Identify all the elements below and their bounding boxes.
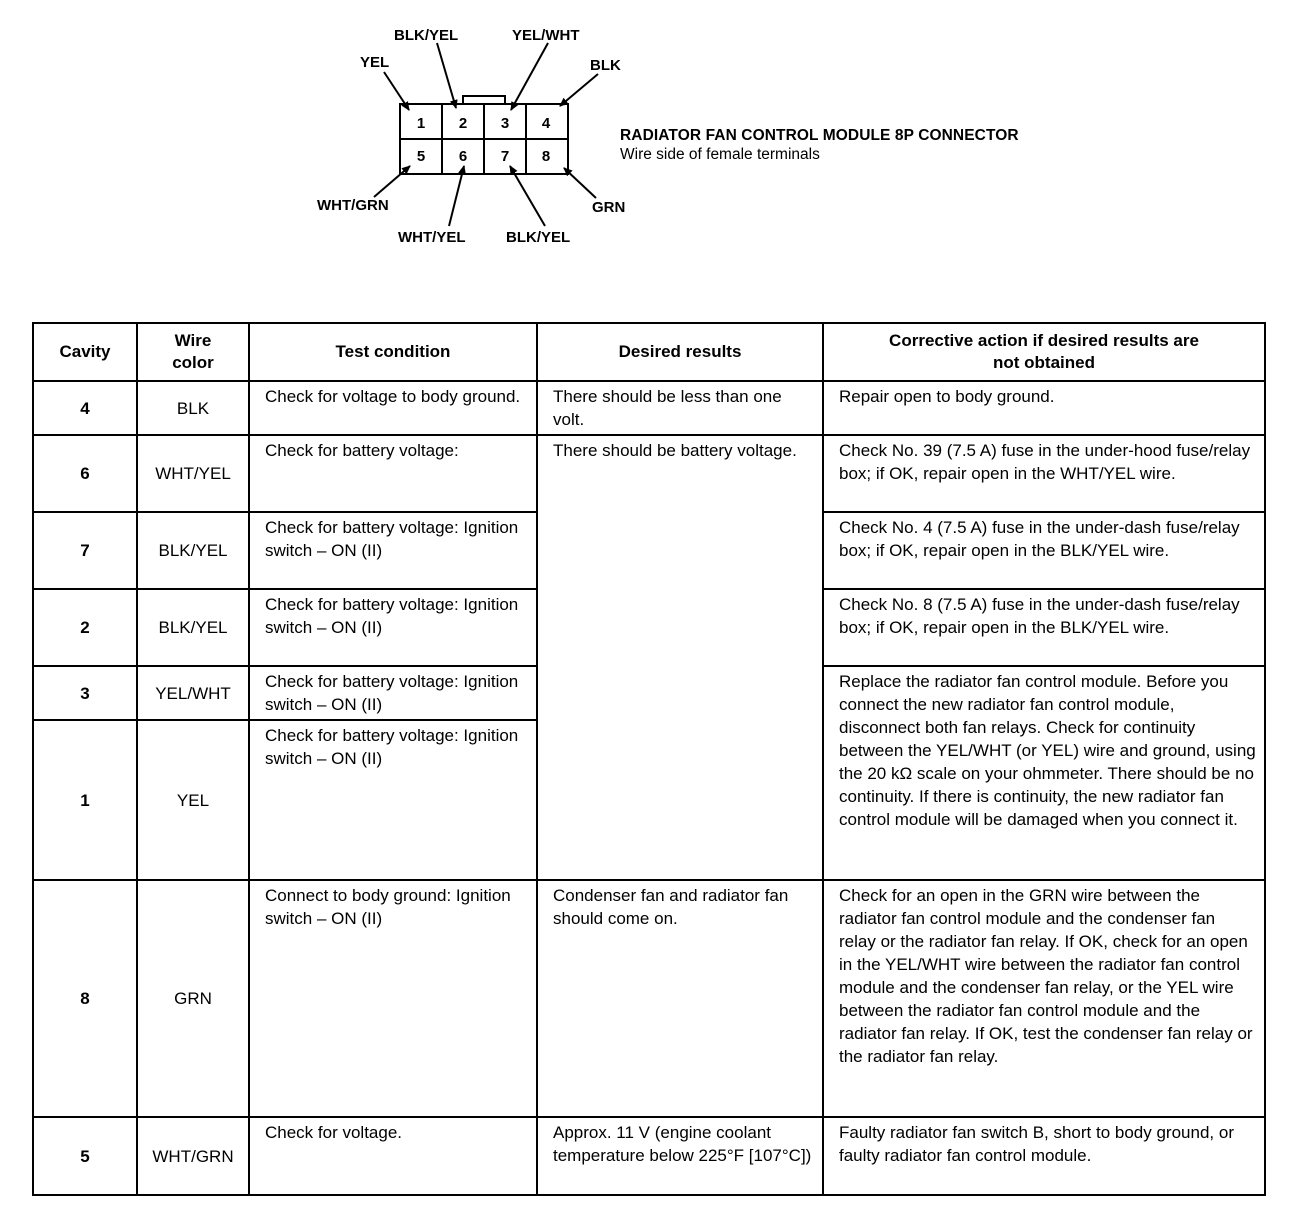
wire-label: WHT/GRN — [317, 197, 389, 214]
leader-arrows — [374, 43, 598, 226]
wire-color-cell: GRN — [137, 880, 249, 1117]
corrective-action-cell: Repair open to body ground. — [823, 381, 1265, 435]
cavity-cell: 6 — [33, 435, 137, 512]
corrective-action-cell: Faulty radiator fan switch B, short to body ground, or faulty radiator fan control module. — [823, 1117, 1265, 1195]
cavity-number: 4 — [541, 115, 551, 132]
desired-results-cell: There should be battery voltage. — [537, 435, 823, 880]
test-condition-cell: Check for voltage to body ground. — [249, 381, 537, 435]
table-row — [33, 435, 1265, 512]
cavity-cell: 5 — [33, 1117, 137, 1195]
header-corrective-action — [823, 323, 1265, 381]
corrective-action-cell: Check No. 39 (7.5 A) fuse in the under-hood fuse/relay box; if OK, repair open in the WHT/YEL wire. — [823, 435, 1265, 512]
corrective-action-cell: Check for an open in the GRN wire between the radiator fan control module and the condenser fan relay or the radiator fan relay. If OK, check for an open in the YEL/WHT wire between the radiator fan control module and the condenser fan relay, or the YEL wire between the radiator fan control module and the radiator fan relay. If OK, test the condenser fan relay or the radiator fan relay. — [823, 880, 1265, 1117]
wire-label: YEL — [360, 54, 390, 71]
header-desired-results: Desired results — [537, 323, 823, 381]
test-table — [32, 322, 1266, 1196]
wire-color-cell: YEL — [137, 720, 249, 880]
table-row — [33, 381, 1265, 435]
cavity-cell: 4 — [33, 381, 137, 435]
test-condition-cell: Check for battery voltage: Ignition switch – ON (II) — [249, 666, 537, 720]
test-condition-cell: Check for battery voltage: — [249, 435, 537, 512]
cavity-cell: 2 — [33, 589, 137, 666]
corrective-action-cell: Check No. 8 (7.5 A) fuse in the under-dash fuse/relay box; if OK, repair open in the BLK/YEL wire. — [823, 589, 1265, 666]
cavity-number: 7 — [500, 148, 510, 165]
desired-results-cell: Condenser fan and radiator fan should come on. — [537, 880, 823, 1117]
header-corrective-line1: Corrective action if desired results are — [889, 331, 1199, 350]
wire-color-cell: BLK/YEL — [137, 589, 249, 666]
header-corrective-line2: not obtained — [993, 353, 1095, 372]
desired-results-cell: There should be less than one volt. — [537, 381, 823, 435]
cavity-cell: 1 — [33, 720, 137, 880]
wire-label: YEL/WHT — [512, 27, 580, 44]
connector-caption — [620, 126, 1019, 164]
wire-color-cell: WHT/GRN — [137, 1117, 249, 1195]
table-row — [33, 880, 1265, 1117]
wire-color-cell: YEL/WHT — [137, 666, 249, 720]
header-cavity: Cavity — [33, 323, 137, 381]
cavity-number: 3 — [500, 115, 510, 132]
cavity-number: 8 — [541, 148, 551, 165]
test-condition-cell: Connect to body ground: Ignition switch – ON (II) — [249, 880, 537, 1117]
desired-results-cell: Approx. 11 V (engine coolant temperature below 225°F [107°C]) — [537, 1117, 823, 1195]
corrective-action-cell: Check No. 4 (7.5 A) fuse in the under-dash fuse/relay box; if OK, repair open in the BLK/YEL wire. — [823, 512, 1265, 589]
test-condition-cell: Check for voltage. — [249, 1117, 537, 1195]
wire-color-cell: BLK — [137, 381, 249, 435]
connector-title: RADIATOR FAN CONTROL MODULE 8P CONNECTOR — [620, 127, 1019, 144]
cavity-number: 6 — [458, 148, 468, 165]
table-header-row — [33, 323, 1265, 381]
wire-label: GRN — [592, 199, 626, 216]
header-wire-color — [137, 323, 249, 381]
cavity-cell: 3 — [33, 666, 137, 720]
cavity-cell: 8 — [33, 880, 137, 1117]
test-condition-cell: Check for battery voltage: Ignition switch – ON (II) — [249, 589, 537, 666]
wire-color-cell: WHT/YEL — [137, 435, 249, 512]
cavity-number: 1 — [416, 115, 426, 132]
connector-subtitle: Wire side of female terminals — [620, 146, 820, 163]
cavity-number: 5 — [416, 148, 426, 165]
header-wire-line2: color — [172, 353, 214, 372]
header-test-condition: Test condition — [249, 323, 537, 381]
wire-label: BLK/YEL — [394, 27, 459, 44]
test-condition-cell: Check for battery voltage: Ignition switch – ON (II) — [249, 512, 537, 589]
corrective-action-cell: Replace the radiator fan control module. Before you connect the new radiator fan control module, disconnect both fan relays. Check for continuity between the YEL/WHT (or YEL) wire and ground, using the 20 kΩ scale on your ohmmeter. There should be no continuity. If there is continuity, the new radiator fan control module will be damaged when you connect it. — [823, 666, 1265, 880]
wire-label: BLK/YEL — [506, 229, 571, 246]
table-row — [33, 1117, 1265, 1195]
cavity-cell: 7 — [33, 512, 137, 589]
wire-label: BLK — [590, 57, 621, 74]
wire-label: WHT/YEL — [398, 229, 466, 246]
wire-color-cell: BLK/YEL — [137, 512, 249, 589]
connector-diagram — [0, 0, 700, 260]
header-wire-line1: Wire — [174, 331, 212, 350]
test-condition-cell: Check for battery voltage: Ignition switch – ON (II) — [249, 720, 537, 880]
cavity-number: 2 — [458, 115, 468, 132]
